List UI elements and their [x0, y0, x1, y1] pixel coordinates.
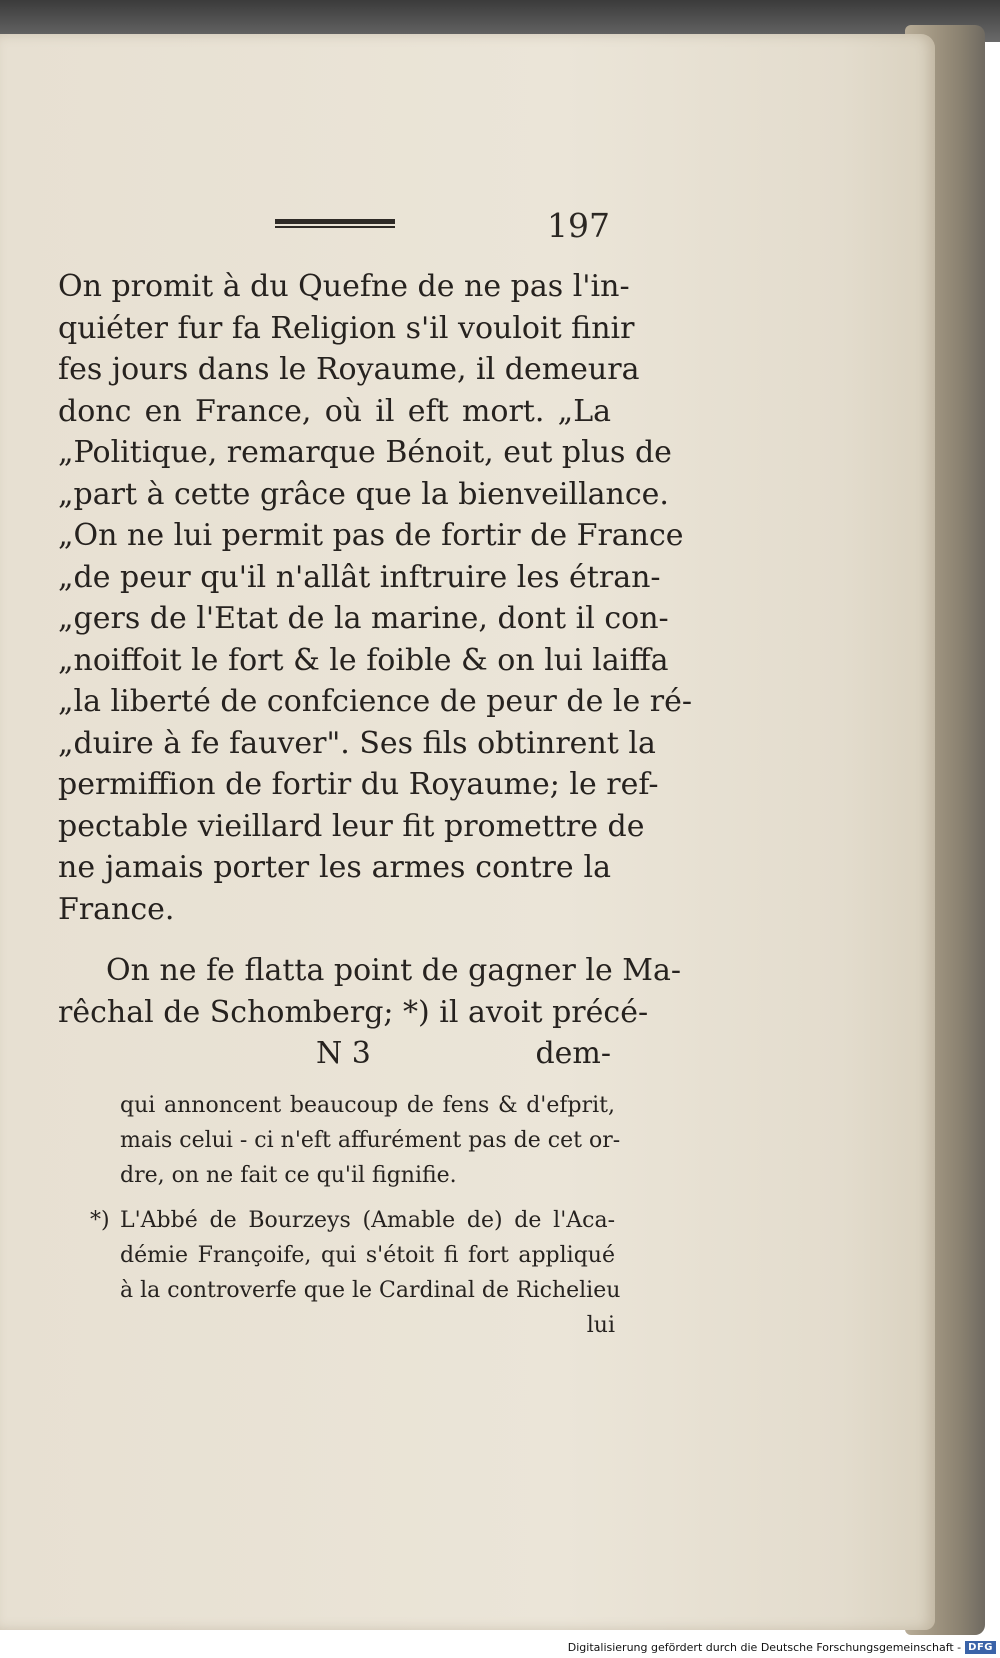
ornament-thick-rule	[275, 219, 395, 224]
footnote-line: dre, on ne fait ce qu'il fignifie.	[120, 1163, 457, 1188]
signature-mark: N 3	[316, 1036, 371, 1071]
text-line: „Politique, remarque Bénoit, eut plus de	[58, 435, 672, 470]
footnote-catchword: lui	[586, 1313, 615, 1338]
main-text-block	[58, 266, 692, 1075]
dfg-logo: DFG	[965, 1641, 996, 1654]
catchword: dem-	[535, 1036, 611, 1071]
text-line: „noiffoit le fort & le foible & on lui laiffa	[58, 642, 669, 678]
text-line: „On ne lui permit pas de fortir de France	[58, 518, 684, 553]
credit-text: Digitalisierung gefördert durch die Deutsche Forschungsgemeinschaft -	[567, 1640, 962, 1654]
text-line: On promit à du Quefne de ne pas l'in-	[58, 269, 630, 304]
footnote-gap	[90, 1193, 615, 1203]
footnote-line: démie Françoife, qui s'étoit fi fort appliqué	[120, 1243, 615, 1268]
text-line: „duire à fe fauver". Ses fils obtinrent la	[58, 725, 656, 761]
footnotes-block	[90, 1088, 621, 1343]
footnote-line: qui annoncent beaucoup de fens & d'efprit,	[120, 1093, 615, 1118]
paragraph-line: On ne fe flatta point de gagner le Ma-	[106, 953, 682, 988]
ornament-thin-rule	[275, 226, 395, 228]
text-line: pectable vieillard leur fit promettre de	[58, 808, 645, 844]
text-line: „gers de l'Etat de la marine, dont il con-	[58, 601, 669, 636]
header-ornament-rule	[275, 218, 395, 228]
text-line: „de peur qu'il n'allât inftruire les étran-	[58, 559, 661, 595]
signature-catchword-line	[58, 1033, 611, 1075]
text-line: permiffion de fortir du Royaume; le ref-	[58, 767, 659, 802]
footnote-line: mais celui - ci n'eft affurément pas de cet or-	[120, 1128, 621, 1153]
text-line: quiéter fur fa Religion s'il vouloit finir	[58, 310, 635, 346]
page-number: 197	[547, 206, 610, 245]
text-line: ne jamais porter les armes contre la	[58, 850, 611, 885]
footnote-line: à la controverfe que le Cardinal de Richelieu	[120, 1278, 621, 1303]
text-line: „la liberté de confcience de peur de le ré-	[58, 684, 692, 719]
footnote-entry	[90, 1203, 615, 1238]
text-line: „part à cette grâce que la bienveillance.	[58, 476, 669, 512]
footnote-line: L'Abbé de Bourzeys (Amable de) de l'Aca-	[120, 1208, 615, 1233]
footnote-marker: *)	[90, 1208, 110, 1233]
paragraph-line: rêchal de Schomberg; *) il avoit précé-	[58, 994, 649, 1030]
text-line: fes jours dans le Royaume, il demeura	[58, 352, 640, 387]
paragraph-gap	[58, 930, 611, 950]
digitization-credit	[564, 1639, 996, 1655]
text-line: France.	[58, 891, 175, 927]
text-line: donc en France, où il eft mort. „La	[58, 393, 611, 429]
